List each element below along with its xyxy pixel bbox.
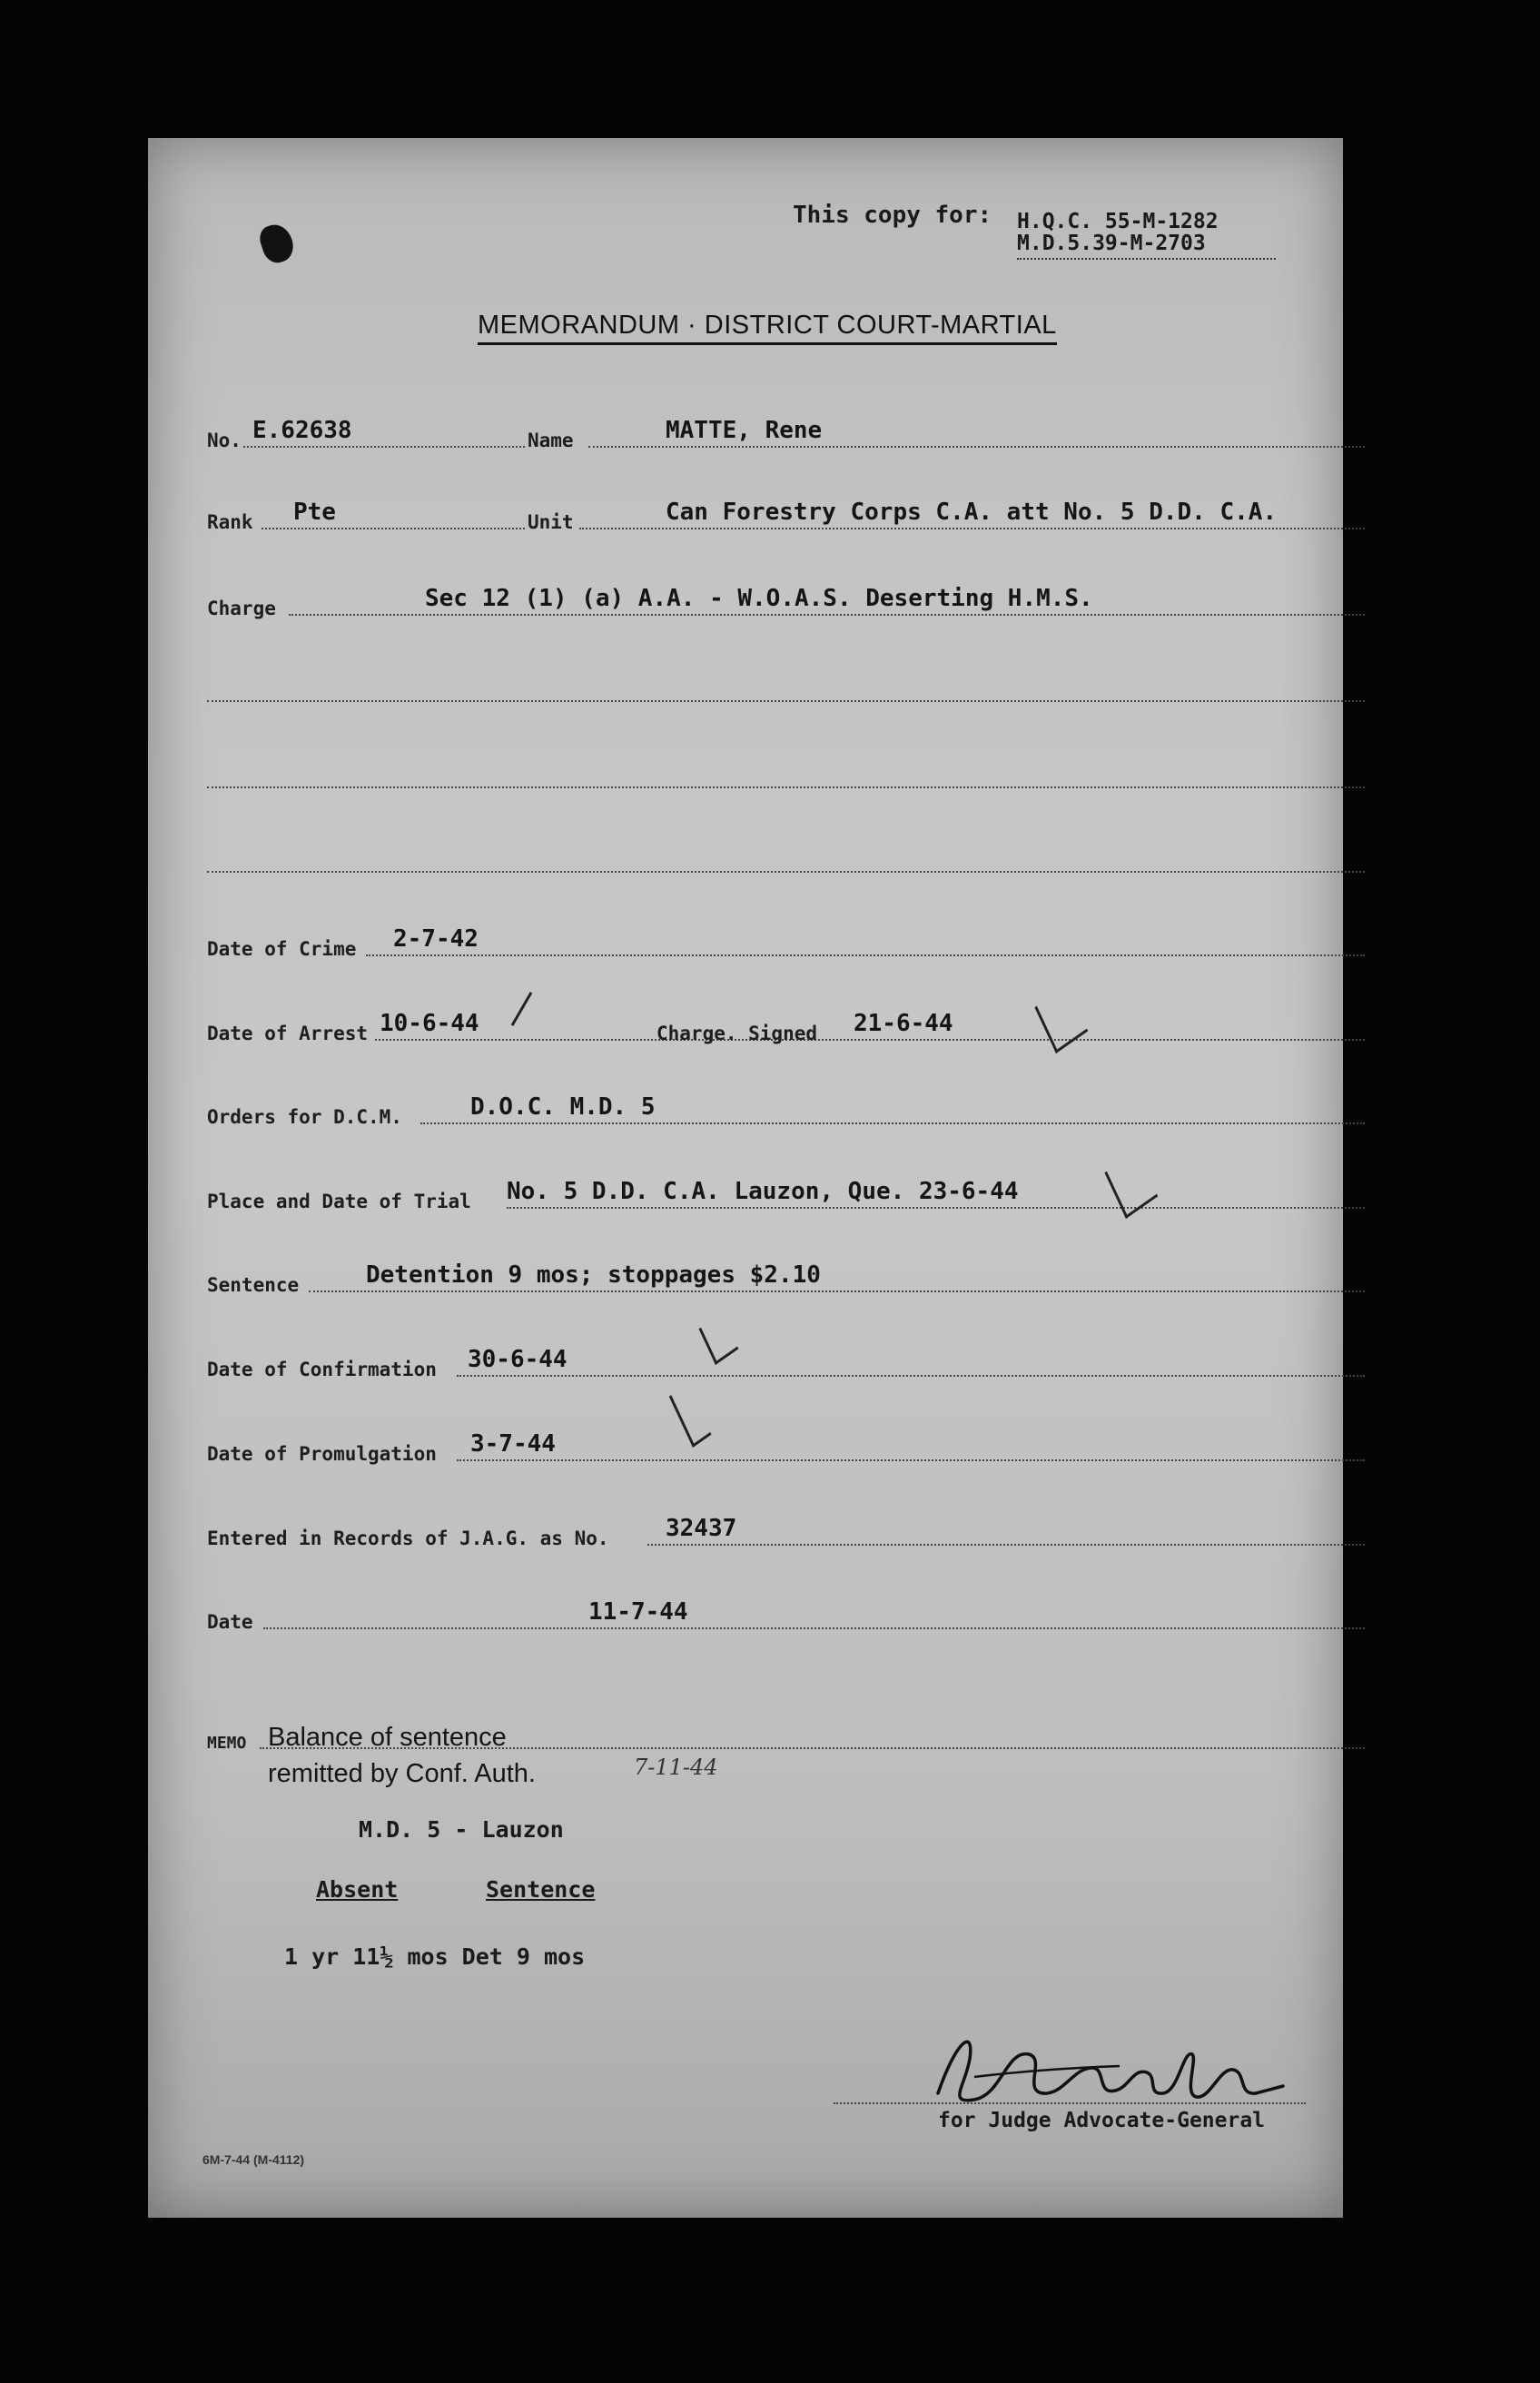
row-date-of-crime [207,924,1365,960]
unit-value: Can Forestry Corps C.A. att No. 5 D.D. C.A. [666,499,1278,526]
memo-stamp-line-2: remitted by Conf. Auth. [268,1759,536,1788]
tick-mark [511,992,533,1026]
row-place-date-trial [207,1176,1365,1212]
handwritten-signature [920,2022,1301,2122]
charge-blank-line-3 [207,840,1365,876]
jag-record-value: 32437 [666,1515,737,1542]
date-of-crime-rule [366,954,1365,956]
unit-label: Unit [528,511,574,533]
date-of-promulgation-value: 3-7-44 [470,1430,556,1458]
rank-value: Pte [293,499,336,526]
date-value: 11-7-44 [588,1598,688,1626]
jag-record-label: Entered in Records of J.A.G. as No. [207,1528,609,1549]
place-date-trial-label: Place and Date of Trial [207,1191,471,1212]
charge-label: Charge [207,598,276,619]
name-label: Name [528,430,574,451]
date-of-promulgation-rule [457,1459,1365,1461]
date-of-arrest-rule [375,1039,1365,1041]
row-charge [207,583,1365,619]
memo-stamp-line-1: Balance of sentence [268,1723,507,1752]
page-title: MEMORANDUM · DISTRICT COURT-MARTIAL [478,311,1057,345]
form-code: 6M-7-44 (M-4112) [202,2152,305,2167]
row-date-of-promulgation [207,1429,1365,1465]
memo-column-sentence: Sentence [486,1876,596,1903]
blank-rule [207,786,1365,788]
charge-value: Sec 12 (1) (a) A.A. - W.O.A.S. Deserting H.M.S. [425,585,1093,612]
date-of-crime-value: 2-7-42 [393,925,479,953]
charge-rule [289,614,1365,616]
row-jag-record [207,1513,1365,1549]
copy-ref-hqc: H.Q.C. 55-M-1282 [1017,210,1219,233]
row-orders-for-dcm [207,1092,1365,1128]
place-date-trial-rule [507,1207,1365,1209]
row-date-of-arrest [207,1008,1365,1044]
blank-rule [207,871,1365,873]
sentence-rule [309,1290,1365,1292]
no-value: E.62638 [252,417,352,444]
sentence-value: Detention 9 mos; stoppages $2.10 [366,1261,821,1289]
check-mark [699,1313,739,1365]
place-date-trial-value: No. 5 D.D. C.A. Lauzon, Que. 23-6-44 [507,1178,1019,1205]
copy-for-rule [1017,258,1276,260]
unit-rule [579,528,1365,529]
signature-rule [834,2102,1306,2104]
orders-for-dcm-value: D.O.C. M.D. 5 [470,1093,656,1121]
sentence-label: Sentence [207,1274,300,1296]
date-of-crime-label: Date of Crime [207,938,357,960]
signature-caption: for Judge Advocate-General [938,2109,1266,2132]
memo-district: M.D. 5 - Lauzon [359,1816,564,1843]
row-no-name [207,415,1365,451]
row-date-of-confirmation [207,1344,1365,1380]
date-of-arrest-value: 10-6-44 [380,1010,479,1037]
row-rank-unit [207,497,1365,533]
row-sentence [207,1260,1365,1296]
check-mark [1034,985,1088,1053]
date-of-arrest-label: Date of Arrest [207,1023,369,1044]
rank-label: Rank [207,511,253,533]
no-rule [243,446,525,448]
charge-blank-line-1 [207,669,1365,706]
memo-handwritten-date: 7-11-44 [634,1755,718,1780]
copy-for-references [1017,211,1219,254]
orders-for-dcm-label: Orders for D.C.M. [207,1106,402,1128]
date-of-promulgation-label: Date of Promulgation [207,1443,437,1465]
memo-label: MEMO [207,1734,247,1753]
rank-rule [262,528,525,529]
charge-signed-label: Charge. Signed [656,1023,818,1044]
copy-ref-md: M.D.5.39-M-2703 [1017,232,1206,255]
date-of-confirmation-rule [457,1375,1365,1377]
name-rule [588,446,1365,448]
blank-rule [207,700,1365,702]
date-label: Date [207,1611,253,1633]
no-label: No. [207,430,242,451]
row-date [207,1597,1365,1633]
date-of-confirmation-value: 30-6-44 [468,1346,568,1373]
name-value: MATTE, Rene [666,417,823,444]
memo-column-absent: Absent [316,1876,399,1903]
orders-for-dcm-rule [420,1122,1365,1124]
date-of-confirmation-label: Date of Confirmation [207,1359,437,1380]
copy-for-label: This copy for: [793,202,992,229]
ink-blot [256,221,297,266]
charge-signed-value: 21-6-44 [854,1010,953,1037]
date-rule [263,1627,1365,1629]
memorandum-sheet [148,138,1343,2218]
memo-detail: 1 yr 11½ mos Det 9 mos [284,1943,586,1970]
jag-record-rule [647,1544,1365,1546]
charge-blank-line-2 [207,756,1365,792]
check-mark [669,1384,712,1448]
